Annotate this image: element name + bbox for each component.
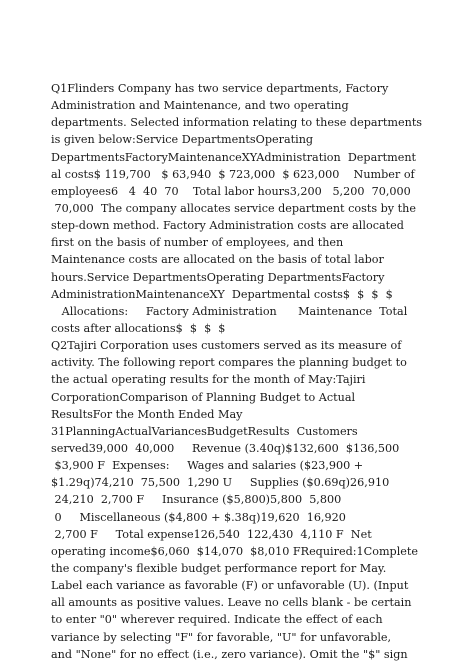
text-line: CorporationComparison of Planning Budget to Actual xyxy=(51,390,356,404)
text-line: 0 Miscellaneous ($4,800 + $.38q)19,620 16,920 xyxy=(51,510,346,524)
text-line: Label each variance as favorable (F) or unfavorable (U). (Input xyxy=(51,579,409,593)
text-line: $1.29q)74,210 75,500 1,290 U Supplies ($0.69q)26,910 xyxy=(51,476,390,490)
text-line: and "None" for no effect (i.e., zero variance). Omit the "$" sign xyxy=(51,647,408,661)
text-line: employees6 4 40 70 Total labor hours3,200 5,200 70,000 xyxy=(51,184,411,198)
text-line: first on the basis of number of employees, and then xyxy=(51,236,344,250)
text-line: 31PlanningActualVariancesBudgetResults Customers xyxy=(51,424,358,438)
text-line: 70,000 The company allocates service department costs by the xyxy=(51,201,416,215)
text-line: $3,900 F Expenses: Wages and salaries ($23,900 + xyxy=(51,459,364,473)
text-line: served39,000 40,000 Revenue (3.40q)$132,600 $136,500 xyxy=(51,441,400,455)
text-line: the company's flexible budget performance report for May. xyxy=(51,561,387,575)
text-line: Administration and Maintenance, and two operating xyxy=(51,99,349,113)
text-line: departments. Selected information relating to these departments xyxy=(51,116,423,130)
text-line: hours.Service DepartmentsOperating DepartmentsFactory xyxy=(51,270,385,284)
text-line: step-down method. Factory Administration costs are allocated xyxy=(51,219,404,233)
text-line: Allocations: Factory Administration Maintenance Total xyxy=(51,304,408,318)
text-line: costs after allocations$ $ $ $ xyxy=(51,321,226,335)
text-line: operating income$6,060 $14,070 $8,010 FRequired:1Complete xyxy=(51,544,419,558)
text-line: the actual operating results for the month of May:Tajiri xyxy=(51,373,366,387)
text-line: DepartmentsFactoryMaintenanceXYAdministration Department xyxy=(51,150,417,164)
text-line: 2,700 F Total expense126,540 122,430 4,110 F Net xyxy=(51,527,372,541)
text-line: Q1Flinders Company has two service departments, Factory xyxy=(51,82,389,95)
text-line: to enter "0" wherever required. Indicate the effect of each xyxy=(51,613,383,627)
text-line: 24,210 2,700 F Insurance ($5,800)5,800 5,800 xyxy=(51,493,342,507)
text-line: Q2Tajiri Corporation uses customers served as its measure of xyxy=(51,339,402,353)
text-line: activity. The following report compares the planning budget to xyxy=(51,356,407,370)
text-line: ResultsFor the Month Ended May xyxy=(51,407,243,421)
text-line: is given below:Service DepartmentsOperating xyxy=(51,133,314,147)
text-line: al costs$ 119,700 $ 63,940 $ 723,000 $ 623,000 Number of xyxy=(51,167,415,181)
text-line: variance by selecting "F" for favorable, "U" for unfavorable, xyxy=(51,630,392,644)
document-body xyxy=(51,80,429,663)
text-line: all amounts as positive values. Leave no cells blank - be certain xyxy=(51,596,412,610)
text-line: Maintenance costs are allocated on the basis of total labor xyxy=(51,253,384,267)
text-line: AdministrationMaintenanceXY Departmental costs$ $ $ $ xyxy=(51,287,393,301)
